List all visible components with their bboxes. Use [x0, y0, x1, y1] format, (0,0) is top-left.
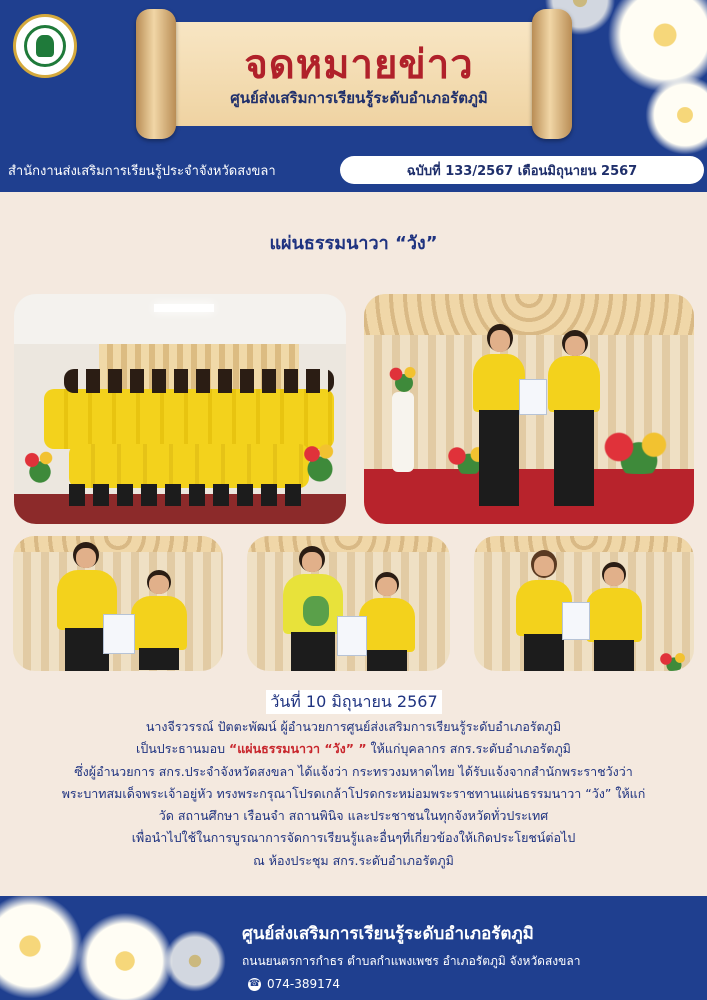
footer-phone: [248, 977, 340, 991]
article-body: [20, 716, 687, 872]
header-banner: [0, 0, 707, 192]
body-line: เพื่อนำไปใช้ในการบูรณาการจัดการเรียนรู้และอื่นๆที่เกี่ยวข้องให้เกิดประโยชน์ต่อไป: [131, 830, 576, 846]
flower-decoration: [160, 926, 230, 996]
phone-icon: ☎: [248, 978, 261, 989]
footer-center-name: ศูนย์ส่งเสริมการเรียนรู้ระดับอำเภอรัตภูมิ: [242, 924, 534, 944]
footer-address: ถนนยนตรการกำธร ตำบลกำแพงเพชร อำเภอรัตภูมิ จังหวัดสงขลา: [242, 954, 581, 968]
body-line: พระบาทสมเด็จพระเจ้าอยู่หัว ทรงพระกรุณาโปรดเกล้าโปรดกระหม่อมพระราชทานแผ่นธรรมนาวา “วัง” ให้แก่: [61, 785, 646, 801]
body-line: เป็นประธานมอบ “แผ่นธรรมนาวา “วัง” ” ให้แก่บุคลากร สกร.ระดับอำเภอรัตภูมิ: [136, 741, 571, 757]
handover-photo-1: [364, 294, 694, 524]
footer-banner: [0, 896, 707, 1000]
body-line: ณ ห้องประชุม สกร.ระดับอำเภอรัตภูมิ: [253, 852, 454, 868]
highlight-text: “แผ่นธรรมนาวา “วัง” ”: [229, 741, 367, 757]
center-name: ศูนย์ส่งเสริมการเรียนรู้ระดับอำเภอรัตภูมิ: [230, 89, 488, 107]
phone-number: 074-389174: [267, 977, 341, 991]
event-date: วันที่ 10 มิถุนายน 2567: [266, 690, 442, 714]
newsletter-title: จดหมายข่าว: [244, 42, 474, 88]
article-title: แผ่นธรรมนาวา “วัง”: [269, 233, 438, 254]
handover-photo-4: [474, 536, 694, 671]
issue-badge: ฉบับที่ 133/2567 เดือนมิถุนายน 2567: [340, 156, 704, 184]
body-line: วัด สถานศึกษา เรือนจำ สถานพินิจ และประชาชนในทุกจังหวัดทั่วประเทศ: [158, 808, 549, 824]
handover-photo-3: [247, 536, 450, 671]
handover-photo-2: [13, 536, 223, 671]
agency-logo: [13, 14, 77, 78]
body-line: นางจีรวรรณ์ ปัตตะพัฒน์ ผู้อำนวยการศูนย์ส่งเสริมการเรียนรู้ระดับอำเภอรัตภูมิ: [145, 719, 562, 734]
agency-name: สำนักงานส่งเสริมการเรียนรู้ประจำจังหวัดสงขลา: [8, 164, 276, 179]
group-photo: [14, 294, 346, 524]
body-line: ซึ่งผู้อำนวยการ สกร.ประจำจังหวัดสงขลา ได้แจ้งว่า กระทรวงมหาดไทย ได้รับแจ้งจากสำนักพระราชวังว่า: [74, 763, 633, 779]
